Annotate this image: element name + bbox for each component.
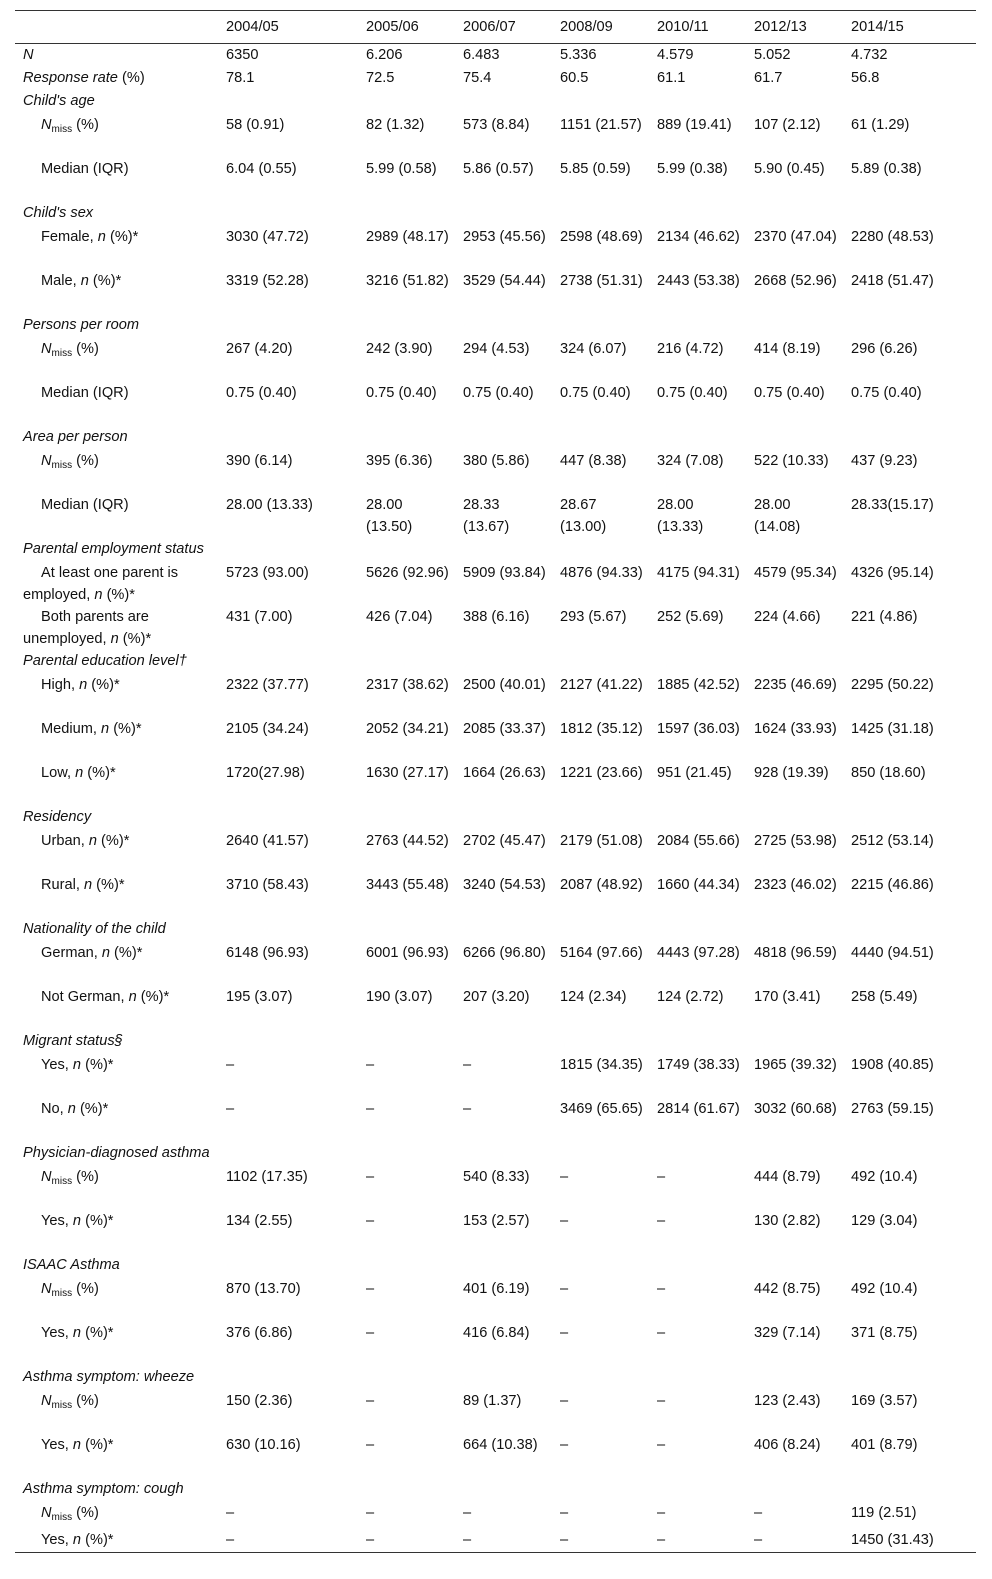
table-cell: – bbox=[218, 1529, 358, 1553]
table-cell: 124 (2.34) bbox=[560, 989, 627, 1005]
table-row bbox=[15, 674, 976, 718]
table-row bbox=[15, 762, 976, 806]
table-row bbox=[15, 450, 976, 494]
table-cell: 169 (3.57) bbox=[851, 1393, 918, 1409]
table-cell: – bbox=[560, 1437, 569, 1453]
table-cell: 0.75 (0.40) bbox=[463, 385, 534, 401]
table-row bbox=[15, 382, 976, 426]
table-cell: 2443 (53.38) bbox=[657, 273, 740, 289]
data-table bbox=[15, 10, 976, 1553]
row-label: Medium, n (%)* bbox=[41, 721, 142, 737]
table-cell: – bbox=[358, 1529, 455, 1553]
table-cell: 2814 (61.67) bbox=[657, 1101, 740, 1117]
row-label: $N_{miss}$ (%) bbox=[41, 341, 99, 359]
table-cell: 252 (5.69) bbox=[657, 609, 724, 625]
table-cell: 6.483 bbox=[463, 47, 500, 63]
table-cell: 0.75 (0.40) bbox=[366, 385, 437, 401]
table-cell: 2953 (45.56) bbox=[463, 229, 546, 245]
section-row bbox=[15, 650, 976, 674]
section-row bbox=[15, 806, 976, 830]
table-row bbox=[15, 1098, 976, 1142]
table-cell: – bbox=[657, 1213, 666, 1229]
table-cell: 124 (2.72) bbox=[657, 989, 724, 1005]
section-label: Residency bbox=[23, 809, 92, 825]
header-cell: 2010/11 bbox=[649, 11, 746, 44]
table-cell: 540 (8.33) bbox=[463, 1169, 530, 1185]
table-cell: 329 (7.14) bbox=[754, 1325, 821, 1341]
table-cell: 0.75 (0.40) bbox=[657, 385, 728, 401]
table-cell: 28.67 (13.00) bbox=[560, 497, 607, 535]
table-cell: 1664 (26.63) bbox=[463, 765, 546, 781]
table-cell: 1749 (38.33) bbox=[657, 1057, 740, 1073]
table-cell: 0.75 (0.40) bbox=[560, 385, 631, 401]
table-cell: 2640 (41.57) bbox=[226, 833, 309, 849]
table-cell: – bbox=[226, 1101, 235, 1117]
table-cell: 5164 (97.66) bbox=[560, 945, 643, 961]
header-cell: 2012/13 bbox=[746, 11, 843, 44]
table-cell: 1885 (42.52) bbox=[657, 677, 740, 693]
table-cell: – bbox=[560, 1393, 569, 1409]
row-label: Not German, n (%)* bbox=[41, 989, 170, 1005]
section-label: Nationality of the child bbox=[23, 921, 166, 937]
table-cell: 492 (10.4) bbox=[851, 1169, 918, 1185]
table-row bbox=[15, 270, 976, 314]
table-cell: 573 (8.84) bbox=[463, 117, 530, 133]
table-row bbox=[15, 226, 976, 270]
table-cell: 242 (3.90) bbox=[366, 341, 433, 357]
table-cell: 207 (3.20) bbox=[463, 989, 530, 1005]
table-cell: 3443 (55.48) bbox=[366, 877, 449, 893]
table-row bbox=[15, 1166, 976, 1210]
table-cell: 870 (13.70) bbox=[226, 1281, 301, 1297]
table-cell: 416 (6.84) bbox=[463, 1325, 530, 1341]
table-cell: – bbox=[552, 1529, 649, 1553]
table-cell: 130 (2.82) bbox=[754, 1213, 821, 1229]
table-row bbox=[15, 1322, 976, 1366]
table-row bbox=[15, 1054, 976, 1098]
table-cell: 401 (6.19) bbox=[463, 1281, 530, 1297]
table-cell: 2052 (34.21) bbox=[366, 721, 449, 737]
table-cell: 2235 (46.69) bbox=[754, 677, 837, 693]
table-cell: – bbox=[746, 1529, 843, 1553]
table-cell: 5.85 (0.59) bbox=[560, 161, 631, 177]
table-cell: – bbox=[649, 1529, 746, 1553]
row-label: No, n (%)* bbox=[41, 1101, 109, 1117]
row-label: $N_{miss}$ (%) bbox=[41, 1169, 99, 1187]
table-row bbox=[15, 1434, 976, 1478]
table-cell: 2989 (48.17) bbox=[366, 229, 449, 245]
row-label: Yes, n (%)* bbox=[15, 1529, 218, 1553]
table-cell: 437 (9.23) bbox=[851, 453, 918, 469]
table-cell: 5.336 bbox=[560, 47, 597, 63]
table-cell: 28.00 (14.08) bbox=[754, 497, 801, 535]
table-cell: 89 (1.37) bbox=[463, 1393, 522, 1409]
section-row bbox=[15, 1254, 976, 1278]
table-cell: 28.00 (13.50) bbox=[366, 497, 413, 535]
table-cell: 2725 (53.98) bbox=[754, 833, 837, 849]
table-cell: 5.99 (0.58) bbox=[366, 161, 437, 177]
table-cell: 1597 (36.03) bbox=[657, 721, 740, 737]
table-row bbox=[15, 830, 976, 874]
row-label: Both parents are unemployed, n (%)* bbox=[23, 609, 152, 647]
section-label: Physician-diagnosed asthma bbox=[23, 1145, 210, 1161]
table-cell: 190 (3.07) bbox=[366, 989, 433, 1005]
row-label: Yes, n (%)* bbox=[41, 1213, 114, 1229]
table-cell: 324 (6.07) bbox=[560, 341, 627, 357]
table-cell: 664 (10.38) bbox=[463, 1437, 538, 1453]
table-body bbox=[15, 44, 976, 1553]
table-cell: 61.1 bbox=[657, 70, 686, 86]
table-cell: – bbox=[366, 1101, 375, 1117]
table-row bbox=[15, 718, 976, 762]
table-cell: 119 (2.51) bbox=[851, 1505, 917, 1521]
table-cell: 431 (7.00) bbox=[226, 609, 293, 625]
row-label: $N_{miss}$ (%) bbox=[41, 453, 99, 471]
table-cell: 3710 (58.43) bbox=[226, 877, 309, 893]
table-cell: 2087 (48.92) bbox=[560, 877, 643, 893]
table-cell: 376 (6.86) bbox=[226, 1325, 293, 1341]
table-cell: 2179 (51.08) bbox=[560, 833, 643, 849]
table-cell: – bbox=[560, 1213, 569, 1229]
table-cell: 216 (4.72) bbox=[657, 341, 724, 357]
section-label: ISAAC Asthma bbox=[23, 1257, 120, 1273]
row-label: N bbox=[23, 47, 34, 63]
header-row bbox=[15, 11, 976, 44]
table-cell: 2322 (37.77) bbox=[226, 677, 309, 693]
table-row bbox=[15, 986, 976, 1030]
header-cell bbox=[15, 11, 218, 44]
table-cell: – bbox=[560, 1281, 569, 1297]
table-cell: – bbox=[657, 1281, 666, 1297]
table-cell: 401 (8.79) bbox=[851, 1437, 918, 1453]
table-row bbox=[15, 44, 976, 68]
table-cell: 221 (4.86) bbox=[851, 609, 918, 625]
table-cell: 2418 (51.47) bbox=[851, 273, 934, 289]
table-cell: 0.75 (0.40) bbox=[226, 385, 297, 401]
table-row bbox=[15, 114, 976, 158]
table-cell: 4175 (94.31) bbox=[657, 565, 740, 581]
table-cell: – bbox=[463, 1101, 472, 1117]
table-cell: 5.90 (0.45) bbox=[754, 161, 825, 177]
section-row bbox=[15, 202, 976, 226]
table-cell: 2127 (41.22) bbox=[560, 677, 643, 693]
table-cell: 296 (6.26) bbox=[851, 341, 918, 357]
table-cell: – bbox=[657, 1505, 666, 1521]
table-cell: – bbox=[226, 1057, 235, 1073]
table-row bbox=[15, 1278, 976, 1322]
header-cell: 2005/06 bbox=[358, 11, 455, 44]
table-cell: – bbox=[560, 1169, 569, 1185]
table-cell: 1624 (33.93) bbox=[754, 721, 837, 737]
table-cell: 928 (19.39) bbox=[754, 765, 829, 781]
table-cell: 951 (21.45) bbox=[657, 765, 732, 781]
table-row bbox=[15, 1390, 976, 1434]
table-cell: 294 (4.53) bbox=[463, 341, 530, 357]
table-cell: 850 (18.60) bbox=[851, 765, 926, 781]
table-cell: 2295 (50.22) bbox=[851, 677, 934, 693]
table-cell: 5.86 (0.57) bbox=[463, 161, 534, 177]
table-cell: 56.8 bbox=[851, 70, 880, 86]
header-cell: 2014/15 bbox=[843, 11, 976, 44]
table-cell: 2763 (59.15) bbox=[851, 1101, 934, 1117]
table-cell: 444 (8.79) bbox=[754, 1169, 821, 1185]
table-row bbox=[15, 1210, 976, 1254]
row-label: $N_{miss}$ (%) bbox=[41, 117, 99, 135]
table-cell: 5.052 bbox=[754, 47, 791, 63]
section-label: Area per person bbox=[23, 429, 128, 445]
table-cell: 324 (7.08) bbox=[657, 453, 724, 469]
table-cell: 2500 (40.01) bbox=[463, 677, 546, 693]
row-label: Male, n (%)* bbox=[41, 273, 122, 289]
table-cell: 889 (19.41) bbox=[657, 117, 732, 133]
row-label: Median (IQR) bbox=[41, 385, 129, 401]
row-label: German, n (%)* bbox=[41, 945, 143, 961]
table-cell: 1660 (44.34) bbox=[657, 877, 740, 893]
table-row bbox=[15, 562, 976, 606]
row-label: Yes, n (%)* bbox=[41, 1437, 114, 1453]
table-cell: – bbox=[366, 1393, 375, 1409]
table-cell: 28.33(15.17) bbox=[851, 497, 934, 513]
table-cell: 4876 (94.33) bbox=[560, 565, 643, 581]
table-cell: 388 (6.16) bbox=[463, 609, 530, 625]
table-cell: 5.89 (0.38) bbox=[851, 161, 922, 177]
row-label: Low, n (%)* bbox=[41, 765, 116, 781]
table-cell: 630 (10.16) bbox=[226, 1437, 301, 1453]
row-label: High, n (%)* bbox=[41, 677, 120, 693]
section-label: Parental employment status bbox=[23, 541, 204, 557]
section-row bbox=[15, 1142, 976, 1166]
row-label: Urban, n (%)* bbox=[41, 833, 130, 849]
table-cell: 2280 (48.53) bbox=[851, 229, 934, 245]
table-cell: 447 (8.38) bbox=[560, 453, 627, 469]
row-label: At least one parent is employed, n (%)* bbox=[23, 565, 179, 603]
row-label: $N_{miss}$ (%) bbox=[41, 1393, 99, 1411]
section-row bbox=[15, 90, 976, 114]
section-label: Parental education level† bbox=[23, 653, 187, 669]
table-row bbox=[15, 874, 976, 918]
section-label: Asthma symptom: cough bbox=[23, 1481, 184, 1497]
section-row bbox=[15, 426, 976, 450]
row-label: Yes, n (%)* bbox=[41, 1057, 114, 1073]
header-cell: 2004/05 bbox=[218, 11, 358, 44]
table-cell: 3030 (47.72) bbox=[226, 229, 309, 245]
section-label: Child's age bbox=[23, 93, 95, 109]
table-cell: 123 (2.43) bbox=[754, 1393, 821, 1409]
table-cell: – bbox=[560, 1505, 569, 1521]
table-row bbox=[15, 338, 976, 382]
table-cell: 2085 (33.37) bbox=[463, 721, 546, 737]
table-cell: 258 (5.49) bbox=[851, 989, 918, 1005]
table-cell: 2668 (52.96) bbox=[754, 273, 837, 289]
table-cell: 28.33 (13.67) bbox=[463, 497, 510, 535]
section-label: Migrant status§ bbox=[23, 1033, 123, 1049]
table-cell: 414 (8.19) bbox=[754, 341, 821, 357]
table-cell: 3240 (54.53) bbox=[463, 877, 546, 893]
table-cell: – bbox=[366, 1281, 375, 1297]
table-cell: 153 (2.57) bbox=[463, 1213, 530, 1229]
table-cell: – bbox=[657, 1393, 666, 1409]
table-cell: 1812 (35.12) bbox=[560, 721, 643, 737]
row-label: Median (IQR) bbox=[41, 161, 129, 177]
table-cell: 6350 bbox=[226, 47, 259, 63]
header-cell: 2006/07 bbox=[455, 11, 552, 44]
table-cell: 4440 (94.51) bbox=[851, 945, 934, 961]
table-cell: 78.1 bbox=[226, 70, 255, 86]
table-cell: – bbox=[226, 1505, 235, 1521]
table-cell: – bbox=[463, 1505, 472, 1521]
table-cell: 6.04 (0.55) bbox=[226, 161, 297, 177]
section-row bbox=[15, 1030, 976, 1054]
table-cell: 2084 (55.66) bbox=[657, 833, 740, 849]
table-row bbox=[15, 942, 976, 986]
table-cell: 380 (5.86) bbox=[463, 453, 530, 469]
table-cell: 1221 (23.66) bbox=[560, 765, 643, 781]
table-cell: – bbox=[463, 1057, 472, 1073]
table-cell: 2763 (44.52) bbox=[366, 833, 449, 849]
table-cell: – bbox=[366, 1213, 375, 1229]
table-cell: 4818 (96.59) bbox=[754, 945, 837, 961]
table-cell: 224 (4.66) bbox=[754, 609, 821, 625]
table-cell: 2134 (46.62) bbox=[657, 229, 740, 245]
table-cell: 170 (3.41) bbox=[754, 989, 821, 1005]
section-row bbox=[15, 918, 976, 942]
table-cell: 2323 (46.02) bbox=[754, 877, 837, 893]
table-cell: 2702 (45.47) bbox=[463, 833, 546, 849]
table-row bbox=[15, 158, 976, 202]
row-label: Response rate (%) bbox=[23, 70, 145, 86]
table-cell: 3216 (51.82) bbox=[366, 273, 449, 289]
table-cell: 28.00 (13.33) bbox=[226, 497, 313, 513]
table-cell: – bbox=[657, 1325, 666, 1341]
table-cell: 1151 (21.57) bbox=[560, 117, 642, 133]
section-row bbox=[15, 538, 976, 562]
table-cell: 4326 (95.14) bbox=[851, 565, 934, 581]
table-cell: 4579 (95.34) bbox=[754, 565, 837, 581]
table-cell: 61 (1.29) bbox=[851, 117, 910, 133]
table-cell: 129 (3.04) bbox=[851, 1213, 918, 1229]
table-cell: 5.99 (0.38) bbox=[657, 161, 728, 177]
table-cell: 2317 (38.62) bbox=[366, 677, 449, 693]
table-cell: 1965 (39.32) bbox=[754, 1057, 837, 1073]
table-cell: 3032 (60.68) bbox=[754, 1101, 837, 1117]
table-cell: 60.5 bbox=[560, 70, 589, 86]
row-label: $N_{miss}$ (%) bbox=[41, 1505, 99, 1523]
table-cell: 2512 (53.14) bbox=[851, 833, 934, 849]
row-label: $N_{miss}$ (%) bbox=[41, 1281, 99, 1299]
table-cell: 1720(27.98) bbox=[226, 765, 305, 781]
table-cell: 5909 (93.84) bbox=[463, 565, 546, 581]
table-row bbox=[15, 494, 976, 538]
table-cell: 371 (8.75) bbox=[851, 1325, 918, 1341]
table-cell: 6266 (96.80) bbox=[463, 945, 546, 961]
table-cell: 1815 (34.35) bbox=[560, 1057, 643, 1073]
table-cell: 395 (6.36) bbox=[366, 453, 433, 469]
table-cell: 3319 (52.28) bbox=[226, 273, 309, 289]
row-label: Median (IQR) bbox=[41, 497, 129, 513]
table-cell: 4443 (97.28) bbox=[657, 945, 740, 961]
table-cell: – bbox=[455, 1529, 552, 1553]
table-cell: 1630 (27.17) bbox=[366, 765, 449, 781]
table-cell: – bbox=[366, 1169, 375, 1185]
table-cell: 3529 (54.44) bbox=[463, 273, 546, 289]
table-cell: 0.75 (0.40) bbox=[754, 385, 825, 401]
table-cell: 1425 (31.18) bbox=[851, 721, 934, 737]
table-cell: 442 (8.75) bbox=[754, 1281, 821, 1297]
table-cell: 2598 (48.69) bbox=[560, 229, 643, 245]
table-cell: 72.5 bbox=[366, 70, 395, 86]
table-cell: 1450 (31.43) bbox=[843, 1529, 976, 1553]
section-row bbox=[15, 1366, 976, 1390]
table-cell: 3469 (65.65) bbox=[560, 1101, 643, 1117]
table-row bbox=[15, 1529, 976, 1553]
table-cell: 2370 (47.04) bbox=[754, 229, 837, 245]
header-cell: 2008/09 bbox=[552, 11, 649, 44]
table-cell: – bbox=[657, 1437, 666, 1453]
row-label: Yes, n (%)* bbox=[41, 1325, 114, 1341]
table-cell: 426 (7.04) bbox=[366, 609, 433, 625]
table-cell: 390 (6.14) bbox=[226, 453, 293, 469]
table-cell: 4.732 bbox=[851, 47, 888, 63]
table-cell: 4.579 bbox=[657, 47, 694, 63]
table-cell: 2215 (46.86) bbox=[851, 877, 934, 893]
table-cell: 58 (0.91) bbox=[226, 117, 285, 133]
table-cell: 75.4 bbox=[463, 70, 492, 86]
table-cell: 6001 (96.93) bbox=[366, 945, 449, 961]
table-cell: 1908 (40.85) bbox=[851, 1057, 934, 1073]
table-cell: 1102 (17.35) bbox=[226, 1169, 308, 1185]
table-cell: – bbox=[657, 1169, 666, 1185]
table-cell: 150 (2.36) bbox=[226, 1393, 293, 1409]
table-cell: 61.7 bbox=[754, 70, 783, 86]
table-cell: 522 (10.33) bbox=[754, 453, 829, 469]
table-cell: 406 (8.24) bbox=[754, 1437, 821, 1453]
table-cell: 2105 (34.24) bbox=[226, 721, 309, 737]
section-label: Asthma symptom: wheeze bbox=[23, 1369, 195, 1385]
table-row bbox=[15, 1502, 976, 1529]
table-cell: – bbox=[366, 1505, 375, 1521]
table-cell: 134 (2.55) bbox=[226, 1213, 293, 1229]
table-row bbox=[15, 606, 976, 650]
table-cell: 267 (4.20) bbox=[226, 341, 293, 357]
table-cell: – bbox=[560, 1325, 569, 1341]
row-label: Rural, n (%)* bbox=[41, 877, 125, 893]
table-cell: 5723 (93.00) bbox=[226, 565, 309, 581]
table-cell: – bbox=[366, 1437, 375, 1453]
table-row bbox=[15, 67, 976, 90]
table-cell: 492 (10.4) bbox=[851, 1281, 918, 1297]
table-cell: 293 (5.67) bbox=[560, 609, 627, 625]
table-cell: 6.206 bbox=[366, 47, 403, 63]
table-cell: – bbox=[366, 1325, 375, 1341]
row-label: Female, n (%)* bbox=[41, 229, 139, 245]
table-cell: 82 (1.32) bbox=[366, 117, 425, 133]
section-row bbox=[15, 1478, 976, 1502]
table-cell: 195 (3.07) bbox=[226, 989, 293, 1005]
section-row bbox=[15, 314, 976, 338]
table-cell: 28.00 (13.33) bbox=[657, 497, 704, 535]
table-cell: 6148 (96.93) bbox=[226, 945, 309, 961]
table-cell: 0.75 (0.40) bbox=[851, 385, 922, 401]
table-cell: 107 (2.12) bbox=[754, 117, 821, 133]
section-label: Persons per room bbox=[23, 317, 139, 333]
table-cell: 2738 (51.31) bbox=[560, 273, 643, 289]
table-cell: – bbox=[754, 1505, 763, 1521]
table-cell: 5626 (92.96) bbox=[366, 565, 449, 581]
table-cell: – bbox=[366, 1057, 375, 1073]
section-label: Child's sex bbox=[23, 205, 94, 221]
